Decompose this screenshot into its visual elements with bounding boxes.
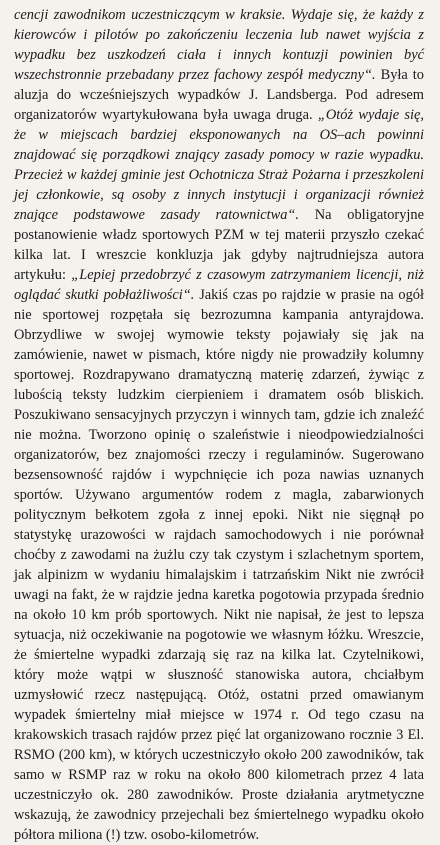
quote-segment: „Otóż wydaje się, że w miejscach bardziej eksponowanych na OS–ach powinni znajdować się porządkowi znający zasady pomocy w razie wypadku. Przecież w każdej gminie jest Ochotnicza Straż Pożarna i przeszkoleni jej członkowie, są osoby z innych instytucji i organizacji również znające podstawowe zasady ratownictwa“. bbox=[14, 107, 424, 223]
body-segment: Jakiś czas po rajdzie w prasie na ogół nie sportowej rozpętała się bezrozumna kampania antyrajdowa. Obrzydliwe w swojej wymowie teksty pojawiały się jak na zamówienie, nawet w pismach, które nigdy nie prowadziły kolumny sportowej. Rozdrapywano dramatyczną materię zdarzeń, żywiąc z lubością teksty ludzkim cierpieniem i dramatem osób bliskich. Poszukiwano sensacyjnych przyczyn i winnych tam, gdzie ich znaleźć nie można. Tworzono opinię o szaleństwie i nieodpowiedzialności organizatorów, bez znajomości rzeczy i regulaminów. Sugerowano bezsensowność rajdów i wypchnięcie ich poza nawias uznanych sportów. Używano argumentów rodem z magla, zabarwionych politycznym bełkotem zgoła z innej epoki. Nikt nie sięgnął po statystykę urazowości w rajdach samochodowych i nie porównał choćby z zawodami na żużlu czy tak czystym i szlachetnym sportem, jak alpinizm w wydaniu himalajskim i tatrzańskim Nikt nie zwrócił uwagi na fakt, że w rajdzie jedna karetka pogotowia przypada średnio na około 10 km prób sportowych. Nikt nie napisał, że jest to lepsza sytuacja, niż oczekiwanie na pogotowie we własnym łóżku. Wreszcie, że śmiertelne wypadki zdarzają się raz na kilka lat. Czytelnikowi, który może wątpi w słuszność stanowiska autora, chciałbym uzmysłowić rzecz następującą. Otóż, ostatni przed omawianym wypadek śmiertelny miał miejsce w 1974 r. Od tego czasu na krakowskich trasach rajdów przez pięć lat organizowano rocznie 3 El. RSMO (200 km), w których uczestniczyło około 200 zawodników, tak samo w RSMP raz w roku na około 800 kilometrach przez 4 lata uczestniczyło ok. 280 zawodników. Proste działania arytmetyczne wskazują, że zawodnicy przejechali bez śmiertelnego wypadku około półtora miliona (!) tzw. osobo-kilometrów. bbox=[14, 287, 425, 843]
quote-segment: „Lepiej przedobrzyć z czasowym zatrzymaniem licencji, niż oglądać skutki pobłażliwości“. bbox=[14, 267, 425, 303]
body-paragraph bbox=[14, 5, 424, 845]
article-text bbox=[14, 5, 424, 845]
quote-segment: cencji zawodnikom uczestniczącym w kraksie. Wydaje się, że każdy z kierowców i pilotów po zakończeniu leczenia lub nawet wyjścia z wypadku bez uszkodzeń ciała i innych kontuzji powinien być wszechstronnie przebadany przez fachowy zespół medyczny“. bbox=[14, 7, 424, 83]
body-segment: Na obligatoryjne postanowienie władz sportowych PZM w tej materii przyszło czekać kilka lat. I wreszcie konkluzja jak gdyby najtrudniejsza autora artykułu: bbox=[14, 207, 424, 283]
body-segment: Była to aluzja do wcześniejszych wypadków J. Landsberga. Pod adresem organizatorów wyartykułowana była uwaga druga. bbox=[14, 67, 424, 123]
